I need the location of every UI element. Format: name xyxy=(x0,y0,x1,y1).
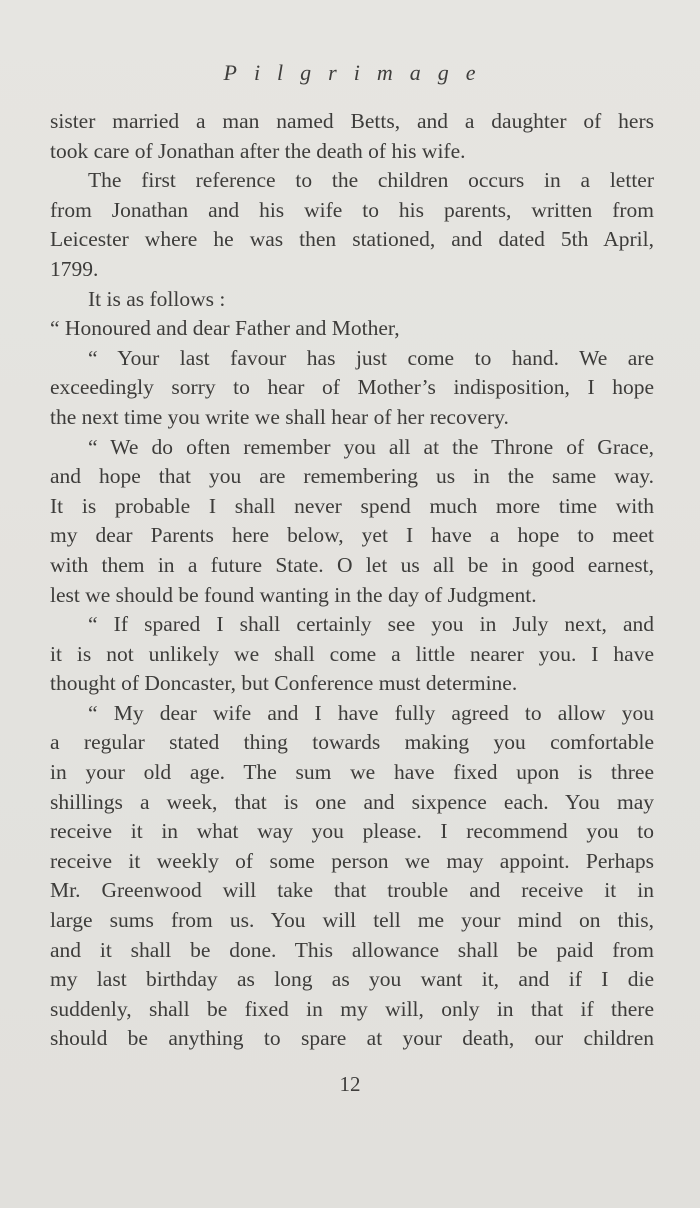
running-head: Pilgrimage xyxy=(223,60,493,85)
page-number: 12 xyxy=(339,1072,361,1096)
text-line: and hope that you are remembering us in the same way. xyxy=(50,464,654,489)
text-line: Leicester where he was then stationed, and dated 5th April, xyxy=(50,227,654,252)
text-line: thought of Doncaster, but Conference must determine. xyxy=(50,671,518,696)
text-line: from Jonathan and his wife to his parents, written from xyxy=(50,197,654,222)
text-line: “ If spared I shall certainly see you in July next, and xyxy=(88,612,654,637)
text-line: 1799. xyxy=(50,256,99,281)
text-line: my dear Parents here below, yet I have a hope to meet xyxy=(50,523,654,548)
text-line: the next time you write we shall hear of her recovery. xyxy=(50,404,509,429)
text-line: large sums from us. You will tell me your mind on this, xyxy=(50,908,654,933)
text-line: The first reference to the children occurs in a letter xyxy=(88,168,654,193)
text-line: Mr. Greenwood will take that trouble and receive it in xyxy=(50,878,654,903)
text-line: it is not unlikely we shall come a little nearer you. I have xyxy=(50,641,654,666)
text-line: exceedingly sorry to hear of Mother’s indisposition, I hope xyxy=(50,375,654,400)
text-line: with them in a future State. O let us all be in good earnest, xyxy=(50,552,654,577)
text-line: my last birthday as long as you want it, and if I die xyxy=(50,967,654,992)
text-line: “ We do often remember you all at the Throne of Grace, xyxy=(88,434,654,459)
text-line: a regular stated thing towards making you comfortable xyxy=(50,730,654,755)
text-line: receive it weekly of some person we may appoint. Perhaps xyxy=(50,848,654,873)
text-line: and it shall be done. This allowance shall be paid from xyxy=(50,937,654,962)
text-line: “ My dear wife and I have fully agreed to allow you xyxy=(88,700,654,725)
body-text xyxy=(50,107,654,1054)
text-line: shillings a week, that is one and sixpence each. You may xyxy=(50,789,654,814)
text-line: receive it in what way you please. I recommend you to xyxy=(50,819,654,844)
text-line: It is as follows : xyxy=(88,286,226,311)
text-line: sister married a man named Betts, and a daughter of hers xyxy=(50,109,654,133)
text-line: It is probable I shall never spend much more time with xyxy=(50,493,654,518)
text-line: “ Honoured and dear Father and Mother, xyxy=(50,316,400,341)
text-line: lest we should be found wanting in the day of Judgment. xyxy=(50,582,537,607)
text-line: “ Your last favour has just come to hand. We are xyxy=(88,345,654,370)
text-line: suddenly, shall be fixed in my will, only in that if there xyxy=(50,996,654,1021)
text-line: took care of Jonathan after the death of his wife. xyxy=(50,138,466,163)
text-line: in your old age. The sum we have fixed upon is three xyxy=(50,760,654,785)
text-line: should be anything to spare at your death, our children xyxy=(50,1026,654,1051)
